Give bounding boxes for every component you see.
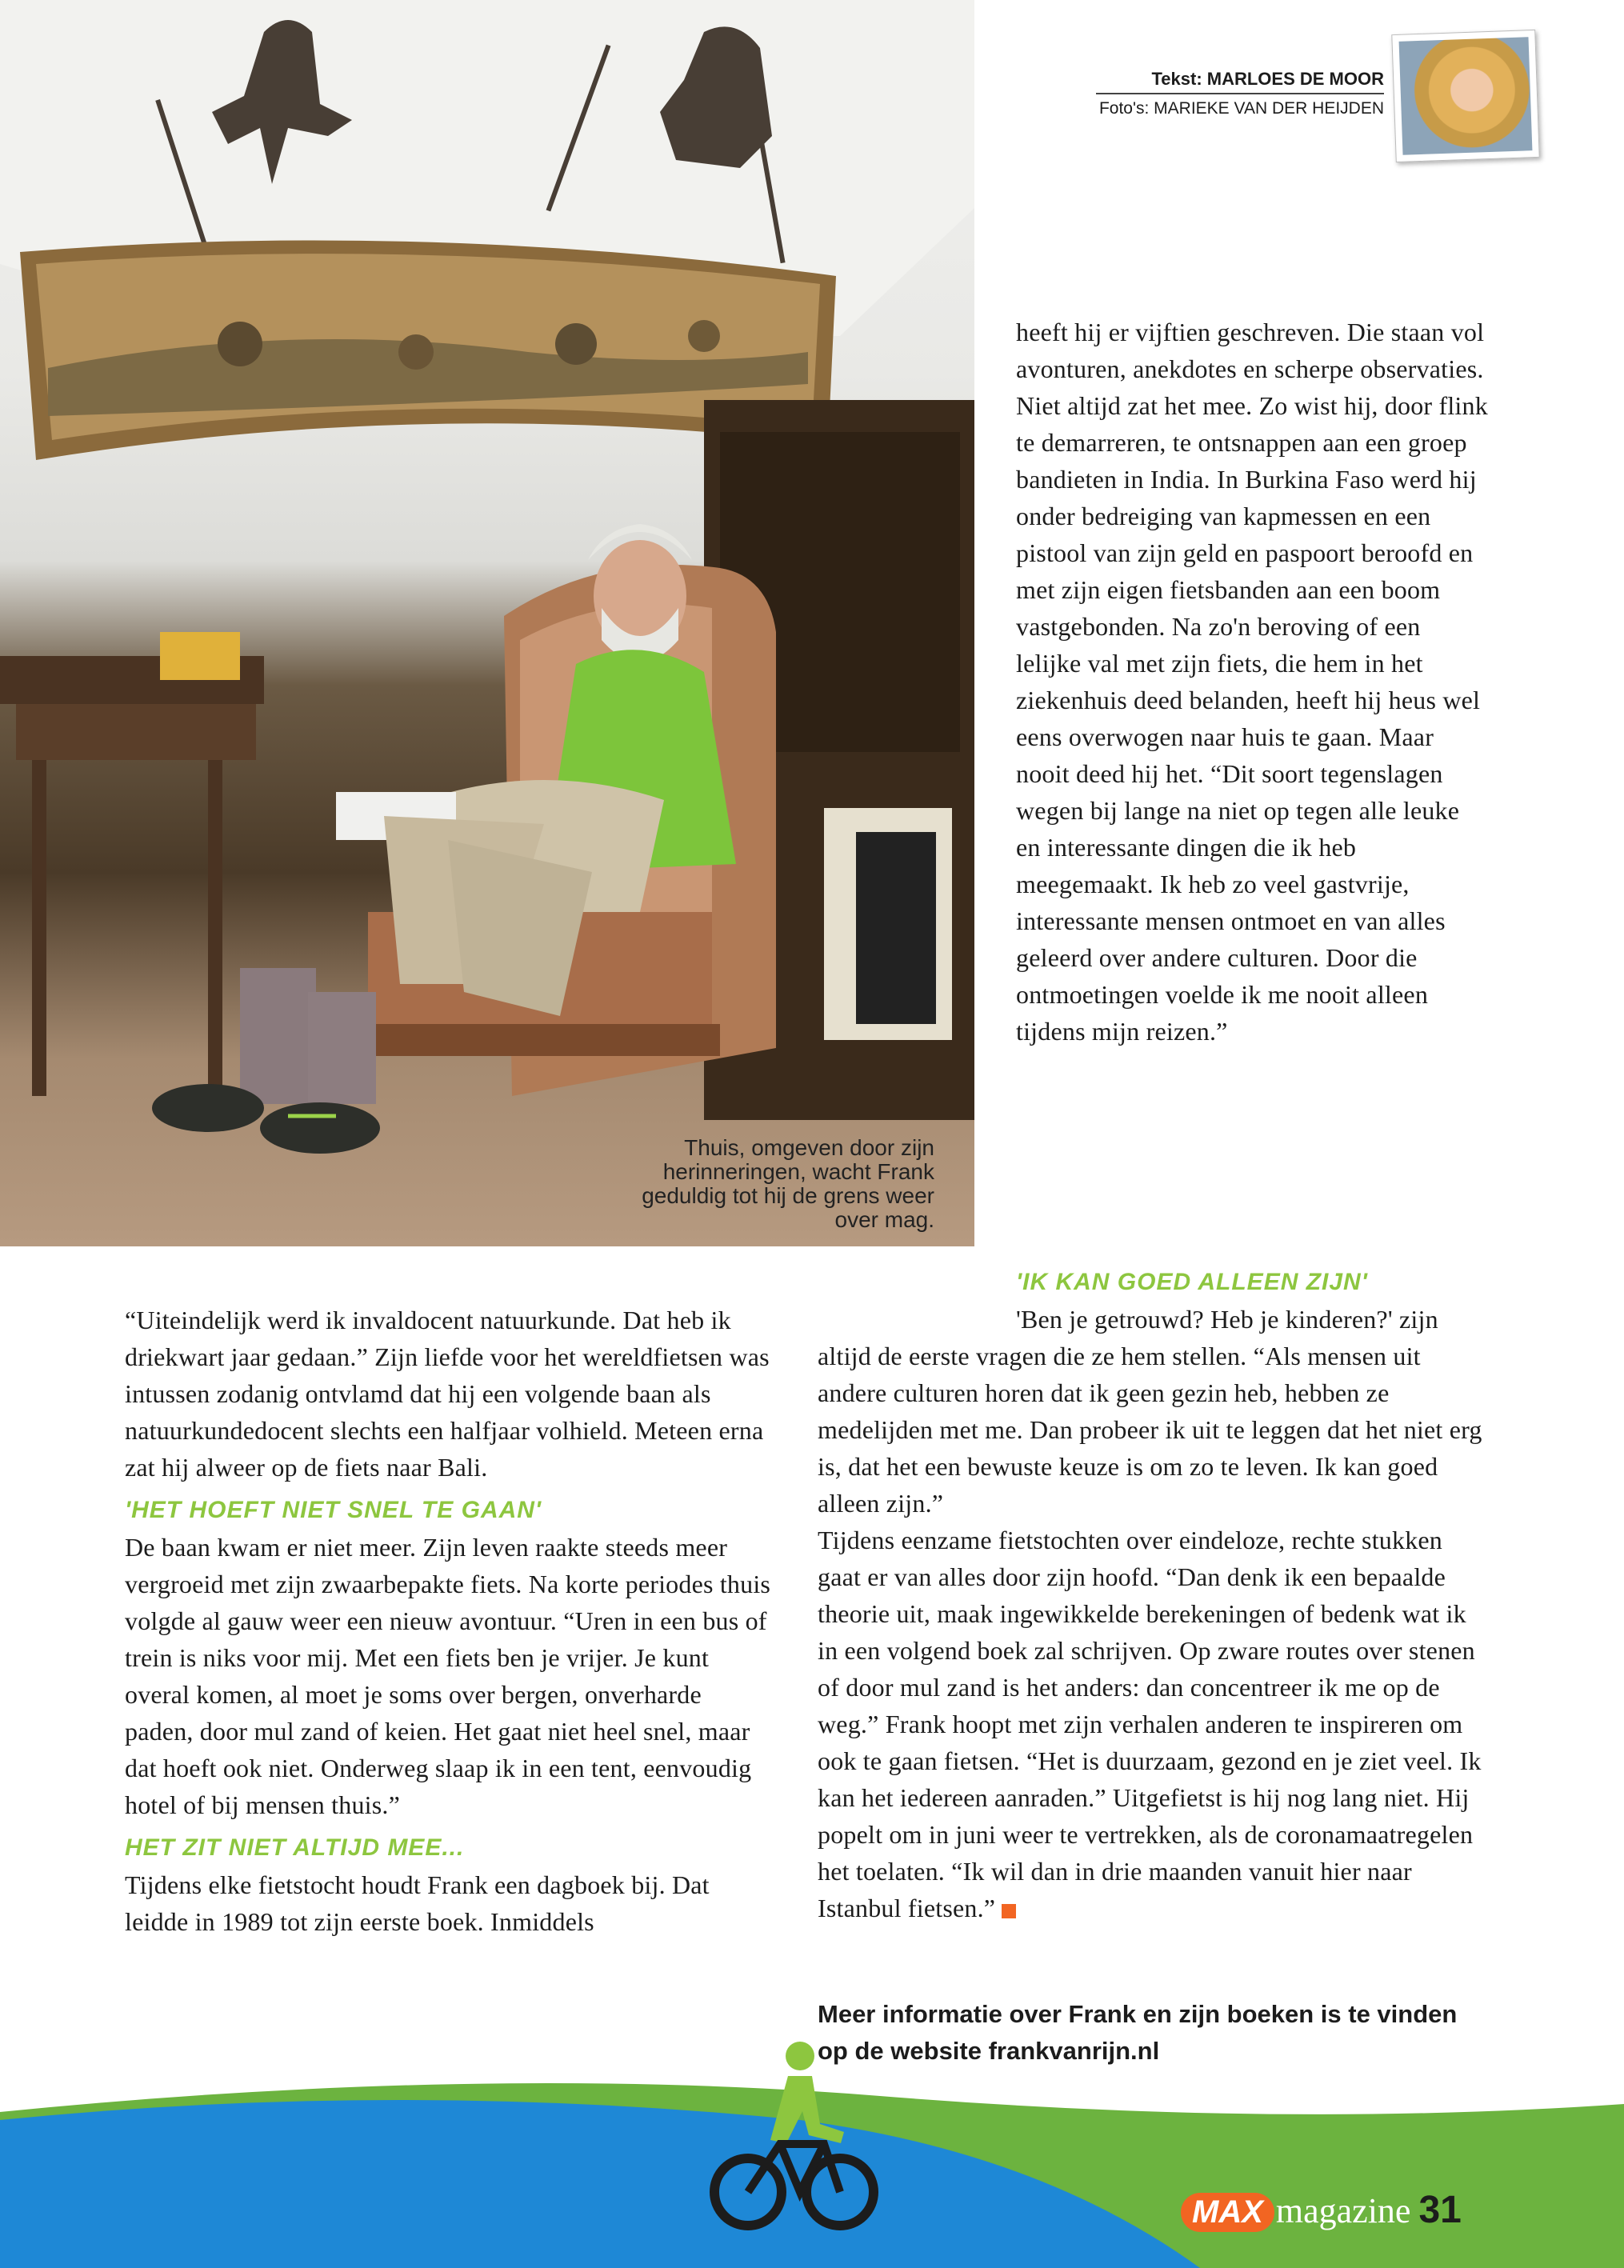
subheading-alleen: 'IK KAN GOED ALLEEN ZIJN' [1016, 1269, 1368, 1295]
author-credit: Tekst: MARLOES DE MOOR [1096, 69, 1384, 94]
column-right-bottom [818, 1264, 1490, 1926]
article-photo [0, 0, 974, 1246]
end-mark-icon [1002, 1904, 1016, 1918]
body-paragraph: De baan kwam er niet meer. Zijn leven raakte steeds meer vergroeid met zijn zwaarbepakte fiets. Na korte periodes thuis volgde al gauw weer een nieuw avontuur. “Uren in een bus of trein is niks voor mij. Met een fiets ben je vrijer. Je kunt overal komen, al moet je soms over bergen, onverharde paden, door mul zand of keien. Het gaat niet heel snel, maar dat hoeft ook niet. Onderweg slaap ik in een tent, eenvoudig hotel of bij mensen thuis.” [125, 1533, 771, 1819]
body-paragraph: heeft hij er vijftien geschreven. Die staan vol avonturen, anekdotes en scherpe observaties. Niet altijd zat het mee. Zo wist hij, door flink te demarreren, te ontsnappen aan een groep bandieten in India. In Burkina Faso werd hij onder bedreiging van kapmessen en een pistool van zijn geld en paspoort beroofd en met zijn eigen fietsbanden aan een boom vastgebonden. Na zo'n beroving of een lelijke val met zijn fiets, die hem in het ziekenhuis deed belanden, heeft hij heus wel eens overwogen naar huis te gaan. Maar nooit deed hij het. “Dit soort tegenslagen wegen bij lange na niet op tegen alle leuke en interessante dingen die ik heb meegemaakt. Ik heb zo veel gastvrije, interessante mensen ontmoet en van alles geleerd over andere culturen. Door die ontmoetingen voelde ik me nooit alleen tijdens mijn reizen.” [1016, 318, 1488, 1046]
subheading-mee: HET ZIT NIET ALTIJD MEE... [125, 1834, 465, 1861]
magazine-brand [1181, 2188, 1462, 2232]
photo-illustration [0, 0, 974, 1246]
author-portrait [1391, 30, 1539, 162]
column-left [125, 1302, 773, 1940]
cyclist-icon [704, 2032, 880, 2232]
column-right-top [1016, 314, 1488, 1050]
page-number: 31 [1418, 2189, 1462, 2231]
photographer-credit: Foto's: MARIEKE VAN DER HEIJDEN [1098, 99, 1384, 118]
body-paragraph: “Uiteindelijk werd ik invaldocent natuurkunde. Dat heb ik driekwart jaar gedaan.” Zijn liefde voor het wereldfietsen was intussen zodanig ontvlamd dat hij een volgende baan als natuurkundedocent slechts een halfjaar volhield. Meteen erna zat hij alweer op de fiets naar Bali. [125, 1306, 770, 1482]
subheading-snel: 'HET HOEFT NIET SNEL TE GAAN' [125, 1497, 542, 1523]
photo-caption: Thuis, omgeven door zijn herinneringen, wacht Frank geduldig tot hij de grens weer over mag. [642, 1135, 934, 1232]
max-logo: MAX [1181, 2193, 1274, 2232]
magazine-wordmark: magazine [1275, 2191, 1411, 2230]
info-note: Meer informatie over Frank en zijn boeken is te vinden op de website frankvanrijn.nl [818, 2000, 1458, 2065]
body-paragraph-ben: 'Ben je getrouwd? Heb je kinderen?' zijn altijd de eerste vragen die ze hem stellen. “Als mensen uit andere culturen horen dat ik geen gezin heb, hebben ze medelijden met me. Dan probeer ik uit te leggen dat het niet erg is, dat het een bewuste keuze is om zo te leven. Ik kan goed alleen zijn.” [818, 1305, 1482, 1518]
body-paragraph-tijdens: Tijdens eenzame fietstochten over eindeloze, rechte stukken gaat er van alles door zijn hoofd. “Dan denk ik een bepaalde theorie uit, maak ingewikkelde berekeningen of bedenk wat ik in een volgend boek zal schrijven. Op zware routes over stenen of door mul zand is het anders: dan concentreer ik me op de weg.” Frank hoopt met zijn verhalen anderen te inspireren om ook te gaan fietsen. “Het is duurzaam, gezond en je ziet veel. Ik kan het iedereen aanraden.” Uitgefietst is hij nog lang niet. Hij popelt om in juni weer te vertrekken, als de coronamaatregelen het toelaten. “Ik wil dan in drie maanden vanuit hier naar Istanbul fietsen.” [818, 1526, 1482, 1922]
body-paragraph: Tijdens elke fietstocht houdt Frank een dagboek bij. Dat leidde in 1989 tot zijn eerste boek. Inmiddels [125, 1870, 710, 1936]
article-credits [1096, 69, 1384, 118]
